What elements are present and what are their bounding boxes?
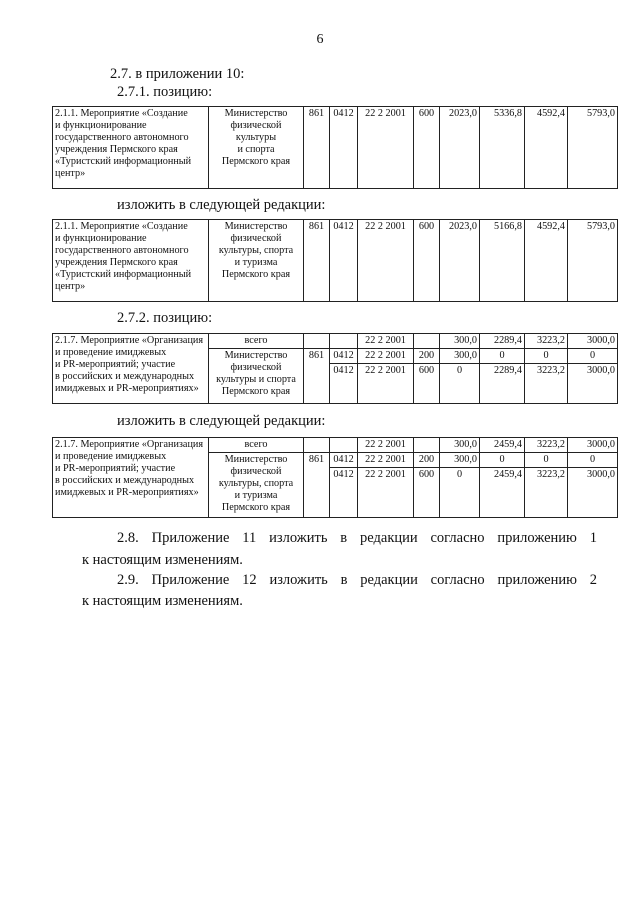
table-2-1-1-old [52,106,618,189]
paragraph-2-9-line1: 2.9. Приложение 12 изложить в редакции согласно приложению 2 [117,572,597,588]
code-cell: 861 [304,349,330,404]
activity-cell: 2.1.7. Мероприятие «Организация и проведение имиджевых и PR-мероприятий; участие в российских и международных имиджевых и PR-мероприятиях» [53,438,209,518]
target-article-cell: 22 2 2001 [358,220,414,302]
paragraph-2-8-line1: 2.8. Приложение 11 изложить в редакции согласно приложению 1 [117,530,597,546]
code-cell: 861 [304,220,330,302]
section-2-7-2-heading: 2.7.2. позицию: [117,310,213,326]
table-2-1-1-new [52,219,618,302]
amount-cell: 5336,8 [480,107,525,189]
target-article-cell: 22 2 2001 [358,107,414,189]
amount-cell: 2023,0 [440,107,480,189]
amount-cell: 2023,0 [440,220,480,302]
amount-cell: 5166,8 [480,220,525,302]
ministry-cell: Министерство физической культуры и спорта Пермского края [209,349,304,404]
section-2-7-1-heading: 2.7.1. позицию: [117,84,213,100]
amount-cell: 5793,0 [568,220,618,302]
table-2-1-7-new: 2.1.7. Мероприятие «Организация и проведение имиджевых и PR-мероприятий; участие в российских и международных имиджевых и PR-мероприятиях» всего 22 2 2001 300,0 2459,4 3223,2 3000,0 Министерство физической культуры, спорта и туризма Пермского края 861 0412 22 2 2001 200 300,0 0 0 0 0412 22 2 2001 600 0 2459,4 3223,2 3000,0 [52,437,618,518]
code-cell: 861 [304,107,330,189]
ministry-cell: Министерство физической культуры, спорта и туризма Пермского края [209,453,304,518]
paragraph-2-8-line2: к настоящим изменениям. [82,552,243,568]
section-cell: 0412 [330,107,358,189]
ministry-cell: Министерство физической культуры и спорта Пермского края [209,107,304,189]
amount-cell: 4592,4 [525,107,568,189]
page-number: 6 [316,32,324,47]
edit-instruction-2: изложить в следующей редакции: [117,413,326,429]
expense-type-cell: 600 [414,107,440,189]
section-cell: 0412 [330,220,358,302]
ministry-cell: Министерство физической культуры, спорта и туризма Пермского края [209,220,304,302]
amount-cell: 5793,0 [568,107,618,189]
activity-cell: 2.1.7. Мероприятие «Организация и проведение имиджевых и PR-мероприятий; участие в российских и международных имиджевых и PR-мероприятиях» [53,334,209,404]
amount-cell: 4592,4 [525,220,568,302]
section-2-7-heading: 2.7. в приложении 10: [110,66,245,82]
activity-cell: 2.1.1. Мероприятие «Создание и функционирование государственного автономного учреждения Пермского края «Туристский информационный центр» [53,220,209,302]
total-label: всего [209,438,304,453]
expense-type-cell: 600 [414,220,440,302]
total-label: всего [209,334,304,349]
paragraph-2-9-line2: к настоящим изменениям. [82,593,243,609]
edit-instruction-1: изложить в следующей редакции: [117,197,326,213]
activity-cell: 2.1.1. Мероприятие «Создание и функционирование государственного автономного учреждения Пермского края «Туристский информационный центр» [53,107,209,189]
table-2-1-7-old: 2.1.7. Мероприятие «Организация и проведение имиджевых и PR-мероприятий; участие в российских и международных имиджевых и PR-мероприятиях» всего 22 2 2001 300,0 2289,4 3223,2 3000,0 Министерство физической культуры и спорта Пермского края 861 0412 22 2 2001 200 300,0 0 0 0 0412 22 2 2001 600 0 2289,4 3223,2 3000,0 [52,333,618,404]
code-cell: 861 [304,453,330,518]
